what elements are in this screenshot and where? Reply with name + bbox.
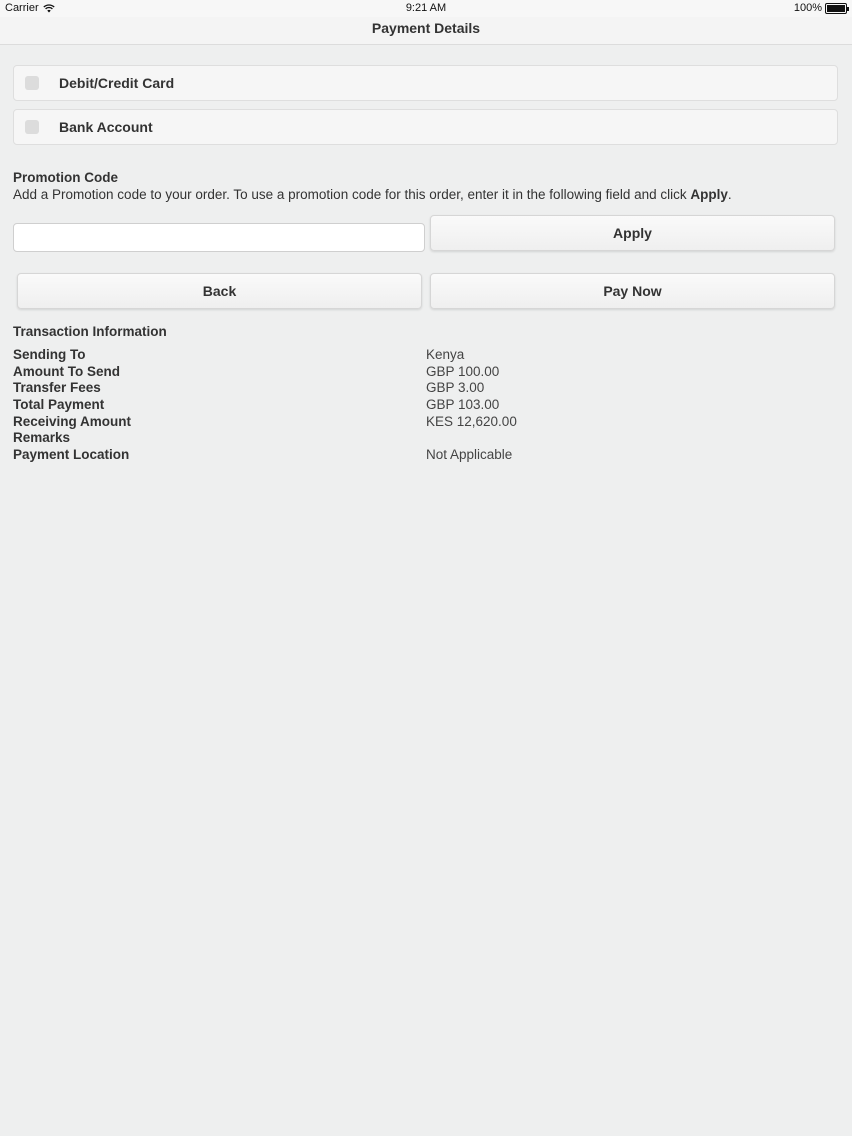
table-row — [13, 447, 838, 464]
table-row — [13, 347, 838, 364]
promotion-description — [13, 187, 732, 202]
row-value: Kenya — [426, 347, 465, 362]
row-key: Remarks — [13, 430, 71, 446]
back-button[interactable]: Back — [17, 273, 422, 309]
transaction-info-table — [13, 347, 838, 464]
promotion-description-text: Add a Promotion code to your order. To use a promotion code for this order, enter it in the following field and click — [13, 187, 691, 202]
transaction-info-title: Transaction Information — [13, 324, 167, 339]
payment-option-label: Bank Account — [59, 119, 153, 135]
row-key: Amount To Send — [13, 363, 120, 379]
battery-indicator — [794, 2, 847, 14]
row-value: KES 12,620.00 — [426, 413, 517, 429]
clock: 9:21 AM — [405, 2, 447, 14]
row-key: Transfer Fees — [13, 380, 101, 396]
row-key: Receiving Amount — [13, 413, 132, 429]
promotion-description-apply: Apply — [690, 187, 728, 202]
carrier-label: Carrier — [5, 2, 39, 14]
table-row — [13, 430, 838, 447]
page-title: Payment Details — [371, 20, 481, 36]
row-value: GBP 103.00 — [426, 397, 500, 413]
promotion-code-input[interactable] — [13, 223, 425, 252]
table-row — [13, 414, 838, 431]
payment-option-card[interactable] — [13, 65, 838, 101]
navigation-bar — [0, 17, 852, 45]
row-key: Total Payment — [13, 397, 105, 413]
promotion-title: Promotion Code — [13, 170, 118, 185]
battery-icon — [825, 3, 847, 14]
promotion-description-suffix: . — [727, 187, 732, 202]
payment-option-bank[interactable] — [13, 109, 838, 145]
row-value: GBP 3.00 — [426, 380, 485, 396]
pay-now-button[interactable]: Pay Now — [430, 273, 835, 309]
payment-option-label: Debit/Credit Card — [59, 75, 175, 91]
row-key: Payment Location — [13, 447, 130, 463]
row-key: Sending To — [13, 347, 86, 362]
battery-percentage: 100% — [793, 2, 822, 14]
checkbox-icon[interactable] — [25, 120, 39, 134]
row-value: Not Applicable — [426, 447, 513, 463]
checkbox-icon[interactable] — [25, 76, 39, 90]
table-row — [13, 364, 838, 381]
table-row — [13, 380, 838, 397]
apply-button[interactable]: Apply — [430, 215, 835, 251]
row-value: GBP 100.00 — [426, 363, 500, 379]
status-bar — [0, 0, 852, 17]
table-row — [13, 397, 838, 414]
